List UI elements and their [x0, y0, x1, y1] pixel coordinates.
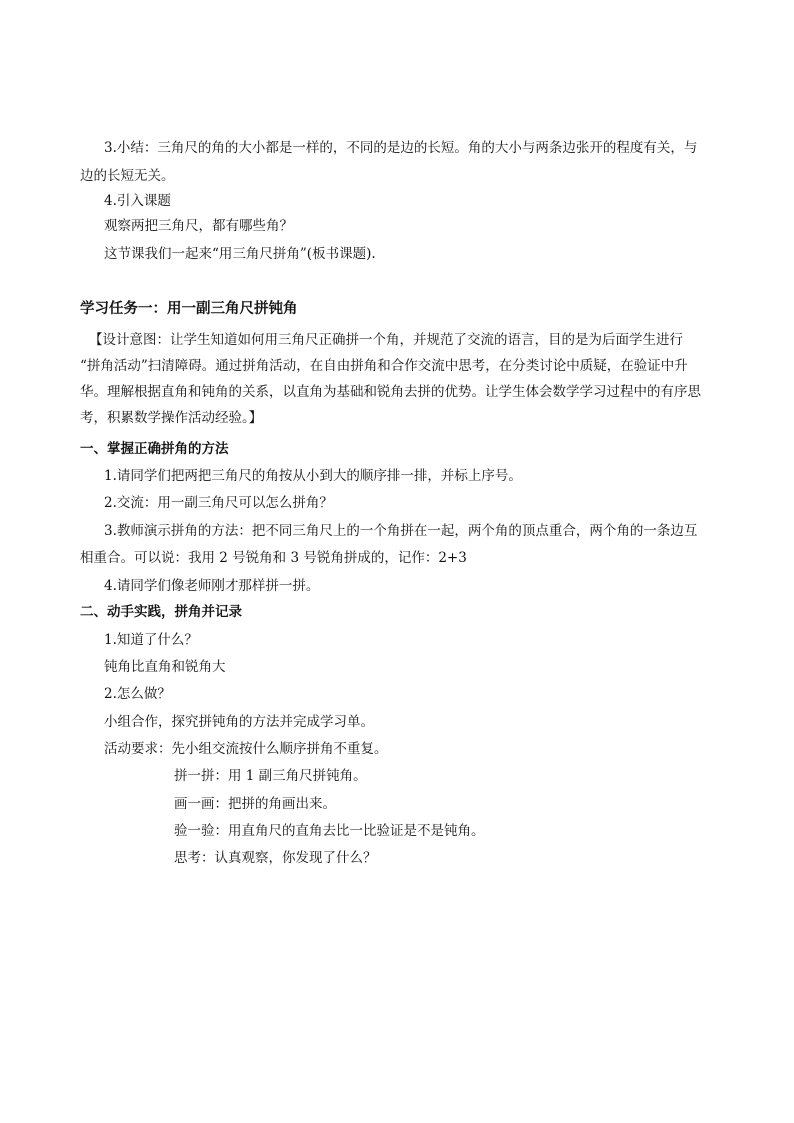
section1-title: 一、掌握正确拼角的方法	[80, 441, 229, 457]
step-think: 思考：认真观察，你发现了什么？	[174, 850, 377, 866]
activity-requirement: 活动要求：先小组交流按什么顺序拼角不重复。	[104, 741, 388, 757]
section1-item-3-line-1: 3.教师演示拼角的方法：把不同三角尺上的一个角拼在一起，两个角的顶点重合，两个角的一条边互	[104, 523, 698, 539]
section1-item-4: 4.请同学们像老师刚才那样拼一拼。	[104, 578, 320, 594]
section2-title: 二、动手实践，拼角并记录	[80, 604, 242, 620]
step-assemble: 拼一拼：用 1 副三角尺拼钝角。	[174, 768, 367, 784]
step-verify: 验一验：用直角尺的直角去比一比验证是不是钝角。	[174, 823, 485, 839]
design-intent-line-2: “拼角活动”扫清障碍。通过拼角活动，在自由拼角和合作交流中思考，在分类讨论中质疑，在验证中升	[80, 358, 688, 374]
lesson-intro: 这节课我们一起来“用三角尺拼角”(板书课题).	[104, 246, 376, 262]
group-work: 小组合作，探究拼钝角的方法并完成学习单。	[104, 714, 374, 730]
section2-question-1: 1.知道了什么？	[104, 632, 198, 648]
intro-item-4: 4.引入课题	[104, 193, 171, 209]
design-intent-line-4: 考，积累数学操作活动经验。】	[80, 410, 263, 426]
section1-item-3-line-2: 相重合。可以说：我用 2 号锐角和 3 号锐角拼成的，记作：2+3	[80, 550, 467, 566]
summary-line-2: 边的长短无关。	[80, 168, 175, 184]
step-draw: 画一画：把拼的角画出来。	[174, 796, 336, 812]
section1-item-2: 2.交流：用一副三角尺可以怎么拼角？	[104, 495, 333, 511]
summary-line-1: 3.小结：三角尺的角的大小都是一样的，不同的是边的长短。角的大小与两条边张开的程度有关，与	[104, 140, 698, 156]
task1-title: 学习任务一：用一副三角尺拼钝角	[80, 301, 298, 317]
design-intent-line-1: 【设计意图：让学生知道如何用三角尺正确拼一个角，并规范了交流的语言，目的是为后面学生进行	[89, 332, 683, 348]
section1-item-1: 1.请同学们把两把三角尺的角按从小到大的顺序排一排，并标上序号。	[104, 468, 522, 484]
design-intent-line-3: 华。理解根据直角和钝角的关系，以直角为基础和锐角去拼的优势。让学生体会数学学习过程中的有序思	[80, 384, 701, 400]
section2-answer-1: 钝角比直角和锐角大	[104, 659, 226, 675]
observe-question: 观察两把三角尺，都有哪些角？	[104, 218, 293, 234]
section2-question-2: 2.怎么做？	[104, 686, 171, 702]
